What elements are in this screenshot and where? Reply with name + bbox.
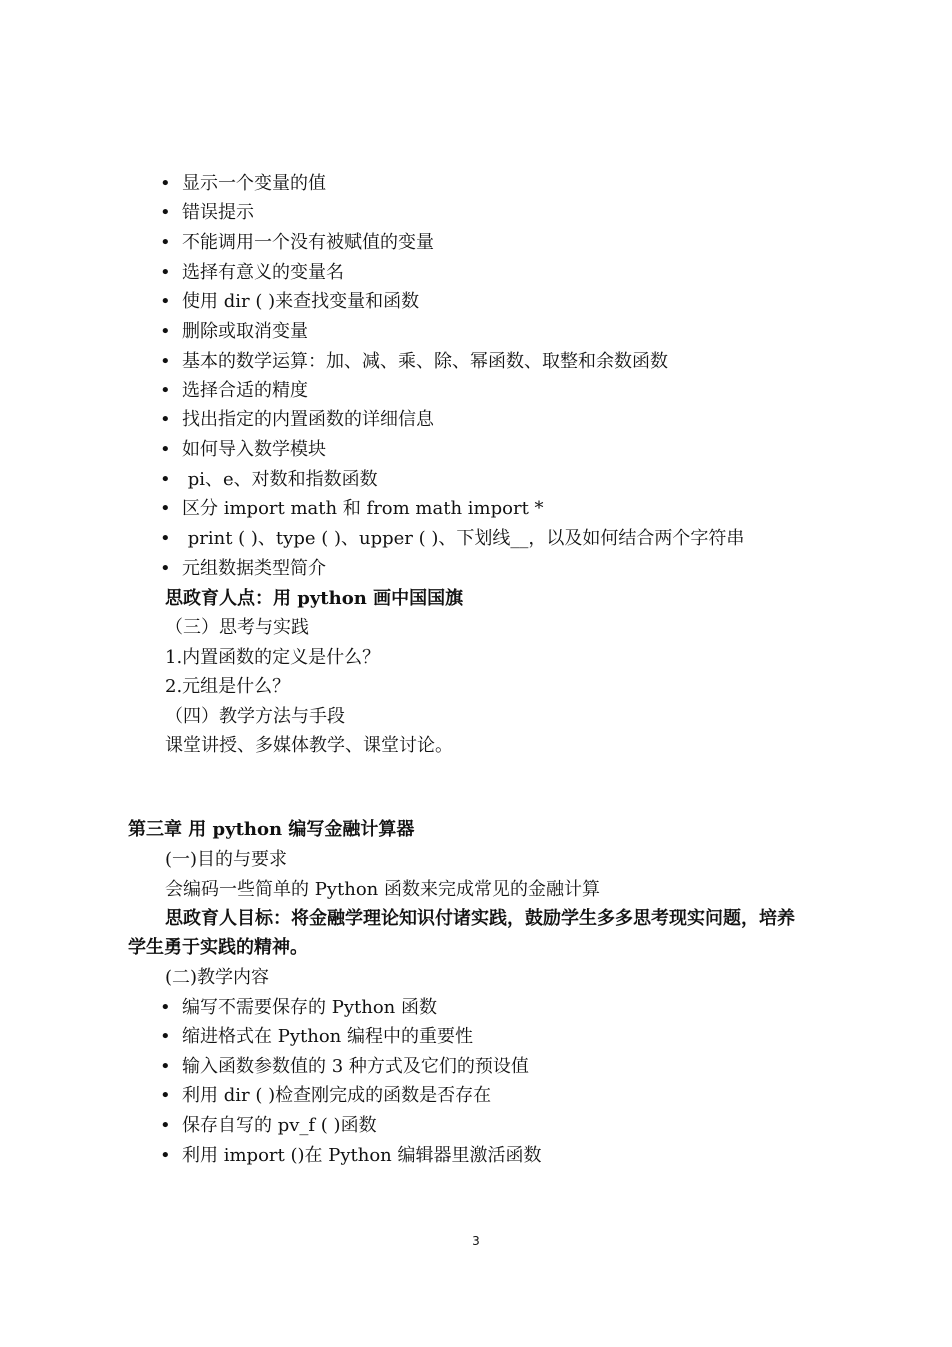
bullet-icon: • <box>160 262 171 283</box>
bullet-icon: • <box>160 498 171 519</box>
bullet-icon: • <box>160 1145 171 1166</box>
bullet-icon: • <box>160 1056 171 1077</box>
list-item: • 使用 dir ( )来查找变量和函数 <box>160 291 420 312</box>
bullet-icon: • <box>160 469 171 490</box>
list-item: • 基本的数学运算：加、减、乘、除、幂函数、取整和余数函数 <box>160 351 668 372</box>
methods-text: 课堂讲授、多媒体教学、课堂讨论。 <box>165 735 453 756</box>
list-item: • 元组数据类型简介 <box>160 558 326 579</box>
list-item: • 利用 import ()在 Python 编辑器里激活函数 <box>160 1145 542 1166</box>
practice-heading: （三）思考与实践 <box>165 617 309 638</box>
practice-question: 1.内置函数的定义是什么？ <box>165 647 381 668</box>
bullet-icon: • <box>160 291 171 312</box>
bullet-icon: • <box>160 439 171 460</box>
bullet-icon: • <box>160 173 171 194</box>
list-item: • 不能调用一个没有被赋值的变量 <box>160 232 434 253</box>
bullet-icon: • <box>160 1085 171 1106</box>
page-number: 3 <box>472 1234 480 1248</box>
chapter-title: 第三章 用 python 编写金融计算器 <box>128 819 415 840</box>
list-item: • 找出指定的内置函数的详细信息 <box>160 409 434 430</box>
bullet-icon: • <box>160 409 171 430</box>
list-item: • 编写不需要保存的 Python 函数 <box>160 997 437 1018</box>
bullet-icon: • <box>160 232 171 253</box>
goals-heading: (一)目的与要求 <box>165 849 288 870</box>
bullet-icon: • <box>160 202 171 223</box>
list-item: • 错误提示 <box>160 202 254 223</box>
bullet-icon: • <box>160 1115 171 1136</box>
ideology-goal: 思政育人目标：将金融学理论知识付诸实践，鼓励学生多多思考现实问题，培养 <box>165 908 795 929</box>
list-item: • 显示一个变量的值 <box>160 173 326 194</box>
goals-text: 会编码一些简单的 Python 函数来完成常见的金融计算 <box>165 879 600 900</box>
list-item: • 缩进格式在 Python 编程中的重要性 <box>160 1026 473 1047</box>
content-heading: (二)教学内容 <box>165 967 270 988</box>
ideology-goal-continued: 学生勇于实践的精神。 <box>128 937 308 958</box>
list-item: • 保存自写的 pv_f ( )函数 <box>160 1115 377 1136</box>
bullet-icon: • <box>160 528 171 549</box>
list-item: • print ( )、type ( )、upper ( )、下划线__，以及如何结合两个字符串 <box>160 528 745 549</box>
bullet-icon: • <box>160 351 171 372</box>
list-item: • 选择合适的精度 <box>160 380 308 401</box>
list-item: • 删除或取消变量 <box>160 321 308 342</box>
ideology-point: 思政育人点：用 python 画中国国旗 <box>165 588 464 609</box>
bullet-icon: • <box>160 1026 171 1047</box>
bullet-icon: • <box>160 380 171 401</box>
bullet-icon: • <box>160 997 171 1018</box>
bullet-icon: • <box>160 321 171 342</box>
methods-heading: （四）教学方法与手段 <box>165 706 345 727</box>
list-item: • 选择有意义的变量名 <box>160 262 344 283</box>
list-item: • pi、e、对数和指数函数 <box>160 469 378 490</box>
list-item: • 区分 import math 和 from math import * <box>160 498 544 519</box>
list-item: • 输入函数参数值的 3 种方式及它们的预设值 <box>160 1056 529 1077</box>
list-item: • 利用 dir ( )检查刚完成的函数是否存在 <box>160 1085 492 1106</box>
bullet-icon: • <box>160 558 171 579</box>
list-item: • 如何导入数学模块 <box>160 439 326 460</box>
practice-question: 2.元组是什么？ <box>165 676 291 697</box>
